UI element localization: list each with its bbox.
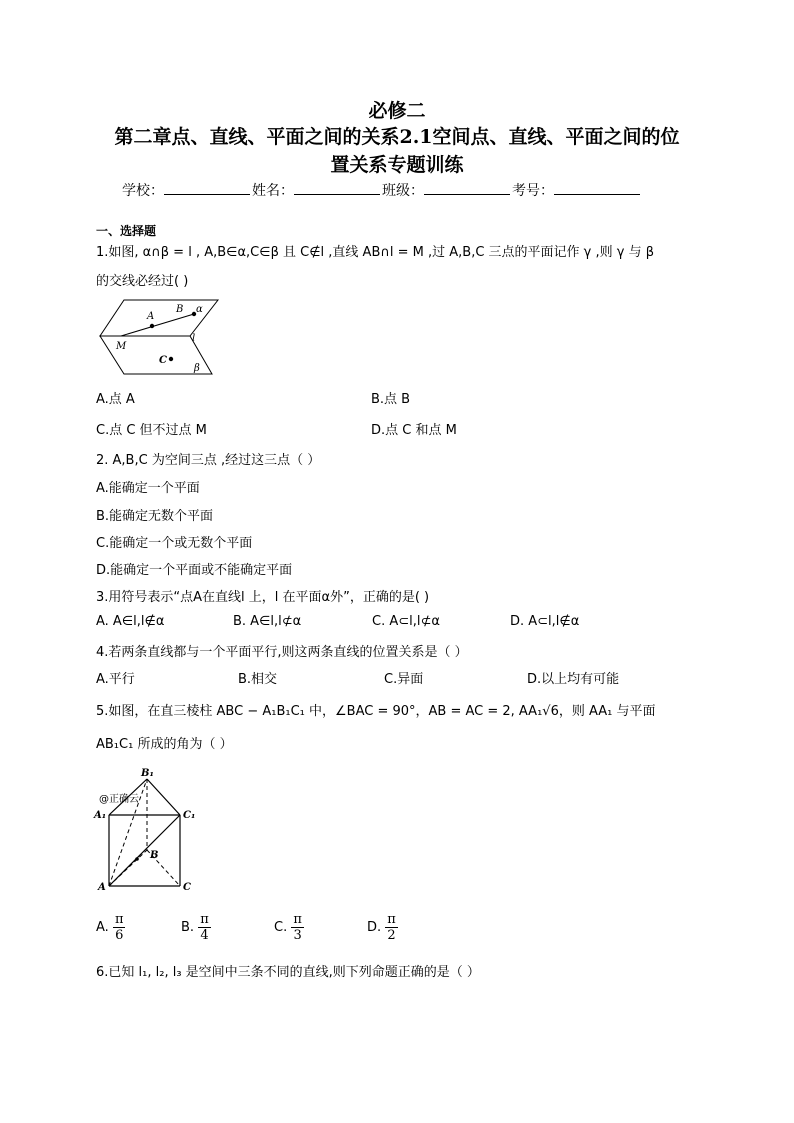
label-b: B: [150, 850, 159, 861]
section-title: 一、选择题: [96, 224, 157, 238]
q3-option-d: D. A⊂l,l∉α: [510, 614, 580, 629]
q2-option-d: D.能确定一个平面或不能确定平面: [96, 563, 293, 578]
q6-stem: 6.已知 l₁, l₂, l₃ 是空间中三条不同的直线,则下列命题正确的是（ ）: [96, 965, 480, 980]
q3-option-c: C. A⊂l,l⊄α: [372, 614, 440, 629]
q1-option-c: C.点 C 但不过点 M: [96, 423, 207, 438]
label-a1: A₁: [94, 810, 107, 821]
label-b1: B₁: [141, 768, 154, 779]
label-c: C: [159, 355, 167, 366]
q5-option-a: A. $\frac{\pi}{6}$: [96, 912, 124, 943]
class-label: 班级：: [382, 183, 424, 199]
label-l: l: [192, 333, 196, 344]
q4-stem: 4.若两条直线都与一个平面平行,则这两条直线的位置关系是（ ）: [96, 645, 468, 660]
q4-option-d: D.以上均有可能: [527, 672, 620, 687]
point-c: [169, 357, 173, 361]
q3-option-a: A. A∈l,l∉α: [96, 614, 165, 629]
school-label: 学校：: [122, 183, 164, 199]
name-blank: [294, 182, 380, 195]
q1-option-b: B.点 B: [371, 392, 411, 407]
q5-stem-line2: AB₁C₁ 所成的角为（ ）: [96, 737, 233, 752]
q1-option-d: D.点 C 和点 M: [371, 423, 457, 438]
q4-option-c: C.异面: [384, 672, 424, 687]
q1-option-a: A.点 A: [96, 392, 135, 407]
number-label: 考号：: [512, 183, 554, 199]
q2-stem: 2. A,B,C 为空间三点 ,经过这三点（ ）: [96, 453, 321, 468]
doc-title-line2: 第二章点、直线、平面之间的关系2.1空间点、直线、平面之间的位: [114, 126, 680, 148]
q2-option-a: A.能确定一个平面: [96, 481, 200, 496]
q5-option-d: D. $\frac{\pi}{2}$: [367, 912, 396, 943]
label-c1: C₁: [183, 810, 196, 821]
line-ab: [121, 314, 194, 336]
number-blank: [554, 182, 640, 195]
q4-option-a: A.平行: [96, 672, 135, 687]
q3-stem: 3.用符号表示“点A在直线l 上，l 在平面α外”，正确的是( ): [96, 590, 430, 605]
watermark: @正确云: [99, 794, 139, 805]
school-blank: [164, 182, 250, 195]
student-info-line: [122, 180, 642, 200]
q5-option-c: C. $\frac{\pi}{3}$: [274, 912, 302, 943]
label-alpha: α: [196, 304, 203, 315]
class-blank: [424, 182, 510, 195]
label-beta: β: [194, 363, 200, 374]
name-label: 姓名：: [252, 183, 294, 199]
q5-stem-line1: 5.如图，在直三棱柱 ABC − A₁B₁C₁ 中，∠BAC = 90°，AB = AC = 2, AA₁√6，则 AA₁ 与平面: [96, 704, 656, 719]
q1-stem-line2: 的交线必经过( ): [96, 274, 189, 289]
label-m: M: [116, 341, 127, 352]
q1-stem-line1: 1.如图, α∩β = l , A,B∈α,C∈β 且 C∉l ,直线 AB∩l = M ,过 A,B,C 三点的平面记作 γ ,则 γ 与 β: [96, 245, 655, 260]
label-c: C: [183, 882, 191, 893]
doc-title-line1: 必修二: [368, 100, 426, 122]
label-a: A: [147, 311, 155, 322]
q2-option-c: C.能确定一个或无数个平面: [96, 536, 253, 551]
q1-planes-figure: [96, 296, 226, 380]
label-b: B: [176, 304, 184, 315]
q5-option-b: B. $\frac{\pi}{4}$: [181, 912, 209, 943]
q4-option-b: B.相交: [238, 672, 278, 687]
point-a: [150, 324, 154, 328]
q5-prism-figure: [92, 764, 212, 896]
doc-title-line3: 置关系专题训练: [330, 154, 464, 176]
q3-option-b: B. A∈l,l⊄α: [233, 614, 302, 629]
label-a: A: [98, 882, 106, 893]
q2-option-b: B.能确定无数个平面: [96, 509, 214, 524]
